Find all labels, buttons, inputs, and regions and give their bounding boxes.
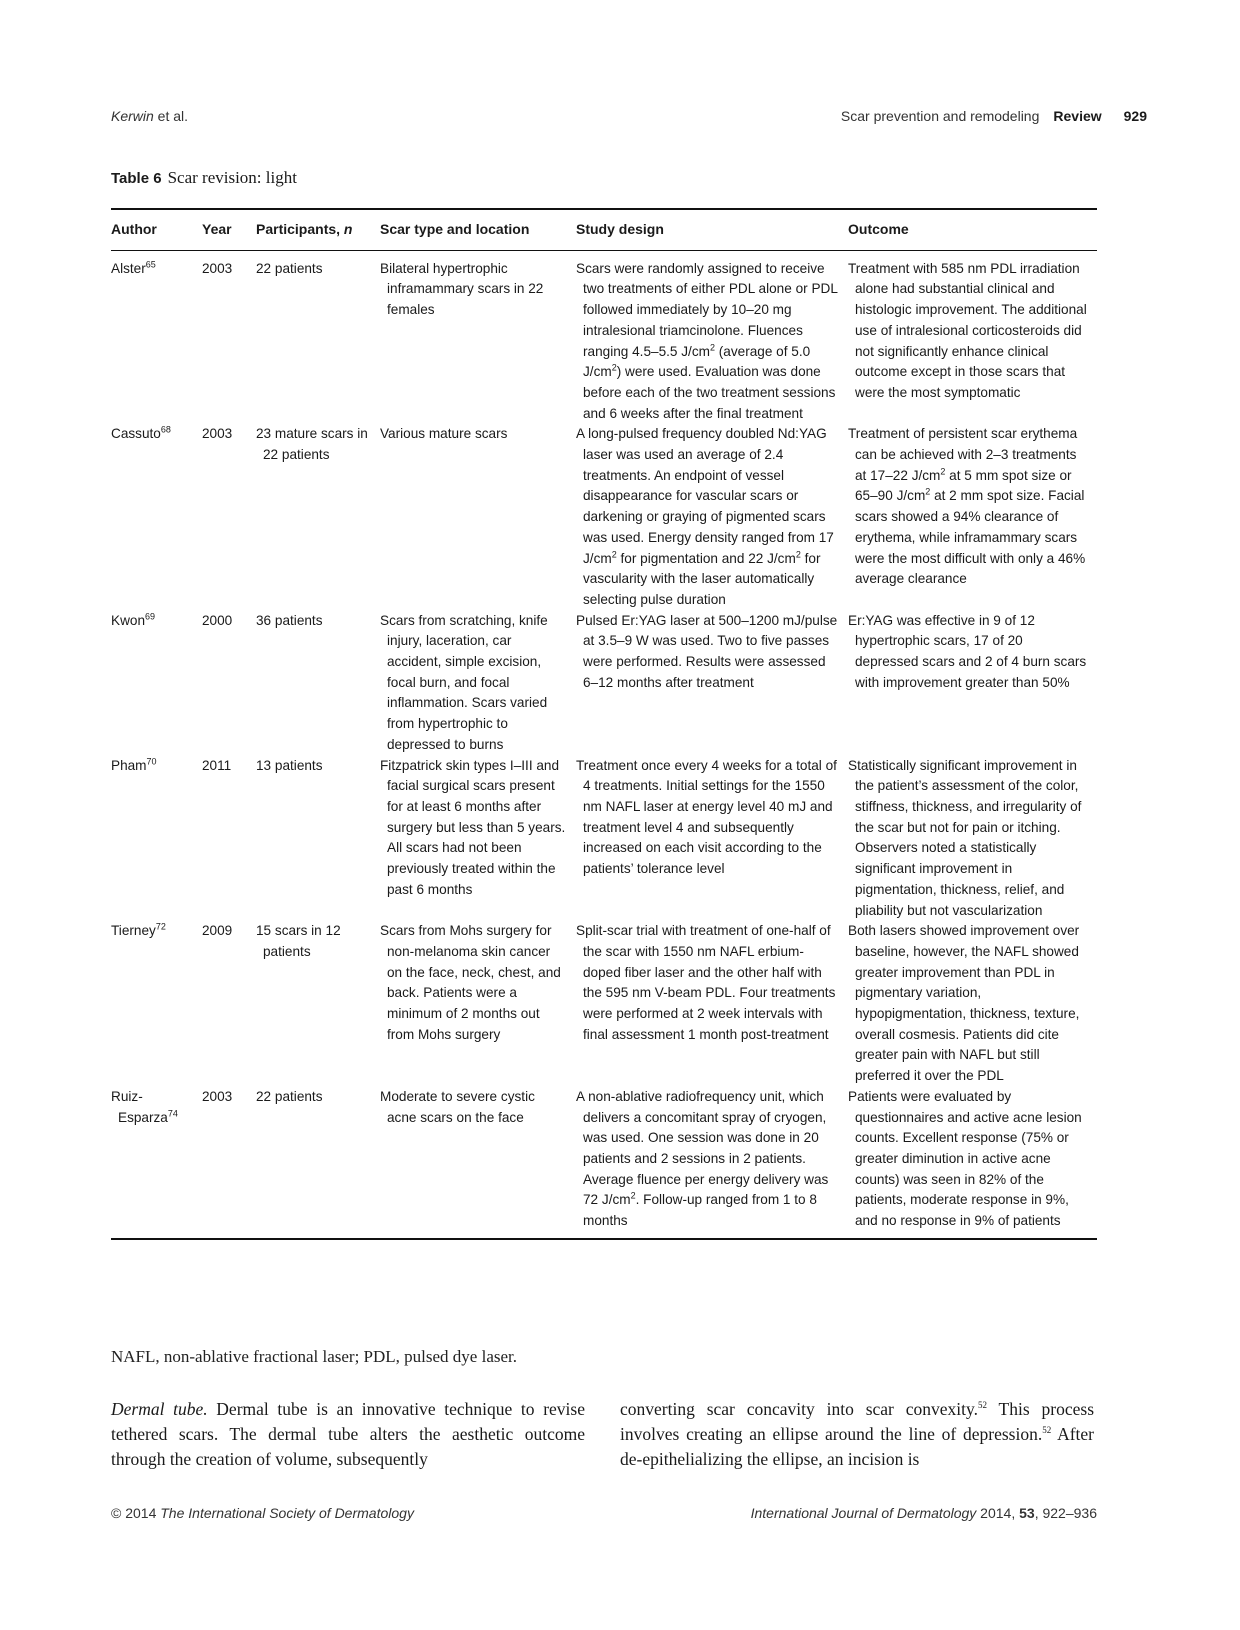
- table-title: Scar revision: light: [167, 168, 297, 187]
- design-text: ) were used. Evaluation was done before each of the two treatment sessions and 6 weeks after the final treatment: [583, 364, 836, 421]
- running-head-authors: [111, 108, 188, 124]
- superscript: 2: [611, 549, 617, 560]
- design-text: for vascularity with the laser automatically selecting pulse duration: [583, 550, 821, 607]
- cell-participants: 13 patients: [256, 757, 323, 773]
- author-name: Kwon: [111, 612, 146, 628]
- section-heading: Dermal tube.: [111, 1399, 208, 1419]
- cell-scar: Scars from scratching, knife injury, laceration, car accident, simple excision, focal burn, and focal inflammation. Scars varied from hypertrophic to depressed to burns: [380, 612, 548, 752]
- running-head: [111, 108, 1147, 128]
- author-name: Kerwin: [111, 108, 154, 124]
- paragraph-text: This process involves creating an ellipse around the line of depression.: [620, 1399, 1095, 1444]
- cell-year: 2000: [202, 612, 233, 628]
- cell-outcome: [848, 424, 1097, 610]
- journal-name: International Journal of Dermatology: [750, 1505, 977, 1521]
- cell-year: 2009: [202, 923, 233, 939]
- header-participants-n: n: [343, 221, 353, 237]
- reference-number: 65: [145, 259, 156, 270]
- superscript: 2: [795, 549, 801, 560]
- cell-outcome: Both lasers showed improvement over baseline, however, the NAFL showed greater improvement than PDL in pigmentary variation, hypopigmentation, thickness, texture, overall cosmesis. Patients did cite greater pain with NAFL but still preferred it over the PDL: [848, 923, 1080, 1084]
- body-column-right: [620, 1397, 1094, 1472]
- journal-volume: 53: [1019, 1505, 1035, 1521]
- body-column-left: [111, 1397, 585, 1472]
- cell-author: [111, 756, 202, 922]
- cell-participants: 22 patients: [256, 1087, 380, 1239]
- paragraph-text: Dermal tube is an innovative technique to revise tethered scars. The dermal tube alters the aesthetic outcome through the creation of volume, subsequently: [111, 1399, 585, 1469]
- outcome-text: at 2 mm spot size. Facial scars showed a 94% clearance of erythema, while inframammary scars were the most difficult with only a 46% average clearance: [855, 488, 1086, 587]
- et-al: et al.: [153, 108, 189, 124]
- cell-outcome: Er:YAG was effective in 9 of 12 hypertrophic scars, 17 of 20 depressed scars and 2 of 4 burn scars with improvement greater than 50%: [848, 612, 1087, 690]
- cell-design: [576, 250, 848, 424]
- table-footnote: NAFL, non-ablative fractional laser; PDL, pulsed dye laser.: [111, 1347, 517, 1366]
- cell-design: [576, 1087, 848, 1239]
- cell-author: [111, 1087, 202, 1239]
- header-design: Study design: [576, 209, 848, 250]
- table-row: [111, 250, 1097, 424]
- cell-design: Pulsed Er:YAG laser at 500–1200 mJ/pulse at 3.5–9 W was used. Two to five passes were performed. Results were assessed 6–12 months after treatment: [576, 612, 838, 690]
- table-row: [111, 1087, 1097, 1239]
- running-head-right: [841, 108, 1147, 124]
- cell-outcome: Treatment with 585 nm PDL irradiation alone had substantial clinical and histologic improvement. The additional use of intralesional corticosteroids did not significantly enhance clinical outcome except in those scars that were the most symptomatic: [848, 260, 1087, 400]
- design-text: A long-pulsed frequency doubled Nd:YAG laser was used an average of 2.4 treatments. An endpoint of vessel disappearance for vascular scars or darkening or graying of pigmented scars was used. Energy density ranged from 17 J/cm: [576, 426, 834, 566]
- header-participants: [256, 209, 380, 250]
- cell-year: 2011: [202, 757, 232, 773]
- reference-number: 74: [167, 1108, 178, 1118]
- journal-year: 2014,: [976, 1505, 1020, 1521]
- table-row: [111, 756, 1097, 922]
- header-scar: Scar type and location: [380, 209, 576, 250]
- table-row: [111, 424, 1097, 610]
- scar-revision-table: [111, 208, 1097, 1240]
- cell-scar: Bilateral hypertrophic inframammary scars in 22 females: [380, 260, 544, 318]
- outcome-text: Treatment of persistent scar erythema can be achieved with 2–3 treatments at 17–22 J/cm: [848, 426, 1078, 483]
- cell-design: Treatment once every 4 weeks for a total of 4 treatments. Initial settings for the 1550 nm NAFL laser at energy level 40 mJ and treatment level 4 and subsequently increased on each visit according to the patients’ tolerance level: [576, 757, 837, 877]
- author-name: Tierney: [111, 923, 156, 939]
- table-header-row: [111, 209, 1097, 250]
- paragraph-text: After de-epithelializing the ellipse, an incision is: [620, 1424, 1094, 1469]
- table-container: [111, 208, 1097, 1240]
- paragraph-text: converting scar concavity into scar convexity.: [620, 1399, 978, 1419]
- superscript: 2: [630, 1190, 636, 1201]
- cell-author: [111, 611, 202, 756]
- cell-scar: Various mature scars: [380, 426, 508, 442]
- design-text: for pigmentation and 22 J/cm: [616, 550, 796, 566]
- copyright-text: © 2014: [111, 1505, 161, 1521]
- reference-number: 52: [978, 1400, 987, 1411]
- header-participants-label: Participants,: [256, 221, 344, 237]
- outcome-text: at 5 mm spot size or 65–90 J/cm: [855, 467, 1072, 504]
- author-name: Cassuto: [111, 426, 161, 442]
- cell-scar: Fitzpatrick skin types I–III and facial surgical scars present for at least 6 months after surgery but less than 5 years. All scars had not been previously treated within the past 6 months: [380, 757, 566, 897]
- superscript: 2: [940, 466, 946, 477]
- cell-author: [111, 424, 202, 610]
- reference-number: 72: [155, 921, 166, 932]
- cell-author: [111, 250, 202, 424]
- cell-scar: Moderate to severe cystic acne scars on the face: [380, 1087, 576, 1239]
- author-name: Pham: [111, 757, 147, 773]
- design-text: . Follow-up ranged from 1 to 8 months: [583, 1192, 817, 1229]
- journal-citation: [751, 1505, 1097, 1521]
- cell-participants: 15 scars in 12 patients: [256, 923, 341, 959]
- reference-number: 70: [146, 756, 157, 767]
- design-text: A non-ablative radiofrequency unit, which delivers a concomitant spray of cryogen, was used. One session was done in 20 patients and 2 sessions in 2 patients. Average fluence per energy delivery was 72 J/cm: [576, 1088, 829, 1208]
- cell-participants: 22 patients: [256, 260, 323, 276]
- reference-number: 68: [160, 424, 171, 435]
- author-name: Ruiz-Esparza: [111, 1088, 168, 1125]
- author-name: Alster: [111, 260, 146, 276]
- article-type: Review: [1053, 108, 1102, 124]
- design-text: (average of 5.0 J/cm: [583, 343, 811, 380]
- cell-year: 2003: [202, 426, 233, 442]
- cell-design: [576, 424, 848, 610]
- table-caption: [111, 168, 297, 188]
- page-number: 929: [1123, 108, 1147, 124]
- header-author: Author: [111, 209, 202, 250]
- table-row: [111, 921, 1097, 1087]
- copyright-notice: [111, 1505, 414, 1521]
- reference-number: 52: [1042, 1425, 1052, 1436]
- section-title: Scar prevention and remodeling: [840, 108, 1040, 124]
- header-year: Year: [202, 209, 256, 250]
- reference-number: 69: [145, 611, 156, 622]
- cell-design: Split-scar trial with treatment of one-half of the scar with 1550 nm NAFL erbium-doped fiber laser and the other half with the 595 nm V-beam PDL. Four treatments were performed at 2 week intervals with final assessment 1 month post-treatment: [576, 923, 836, 1042]
- cell-year: 2003: [202, 1087, 256, 1239]
- society-name: The International Society of Dermatology: [160, 1505, 414, 1521]
- superscript: 2: [611, 362, 617, 373]
- superscript: 2: [925, 486, 931, 497]
- table-label: Table 6: [111, 170, 162, 187]
- cell-year: 2003: [202, 260, 233, 276]
- cell-author: [111, 921, 202, 1087]
- header-outcome: Outcome: [848, 209, 1097, 250]
- cell-participants: 23 mature scars in 22 patients: [256, 426, 368, 463]
- cell-participants: 36 patients: [256, 612, 323, 628]
- superscript: 2: [709, 341, 715, 352]
- design-text: Scars were randomly assigned to receive two treatments of either PDL alone or PDL followed immediately by 10–20 mg intralesional triamcinolone. Fluences ranging 4.5–5.5 J/cm: [576, 260, 838, 359]
- journal-pages: , 922–936: [1034, 1505, 1097, 1521]
- table-row: [111, 611, 1097, 756]
- page-footer: [111, 1505, 1097, 1525]
- cell-outcome: Patients were evaluated by questionnaires and active acne lesion counts. Excellent response (75% or greater diminution in active acne counts) was seen in 82% of the patients, moderate response in 9%, and no response in 9% of patients: [848, 1087, 1097, 1239]
- cell-scar: Scars from Mohs surgery for non-melanoma skin cancer on the face, neck, chest, and back. Patients were a minimum of 2 months out from Mohs surgery: [380, 923, 561, 1042]
- cell-outcome: Statistically significant improvement in the patient’s assessment of the color, stiffness, thickness, and irregularity of the scar but not for pain or itching. Observers noted a statistically significant improvement in pigmentation, thickness, relief, and pliability but not vascularization: [848, 757, 1082, 918]
